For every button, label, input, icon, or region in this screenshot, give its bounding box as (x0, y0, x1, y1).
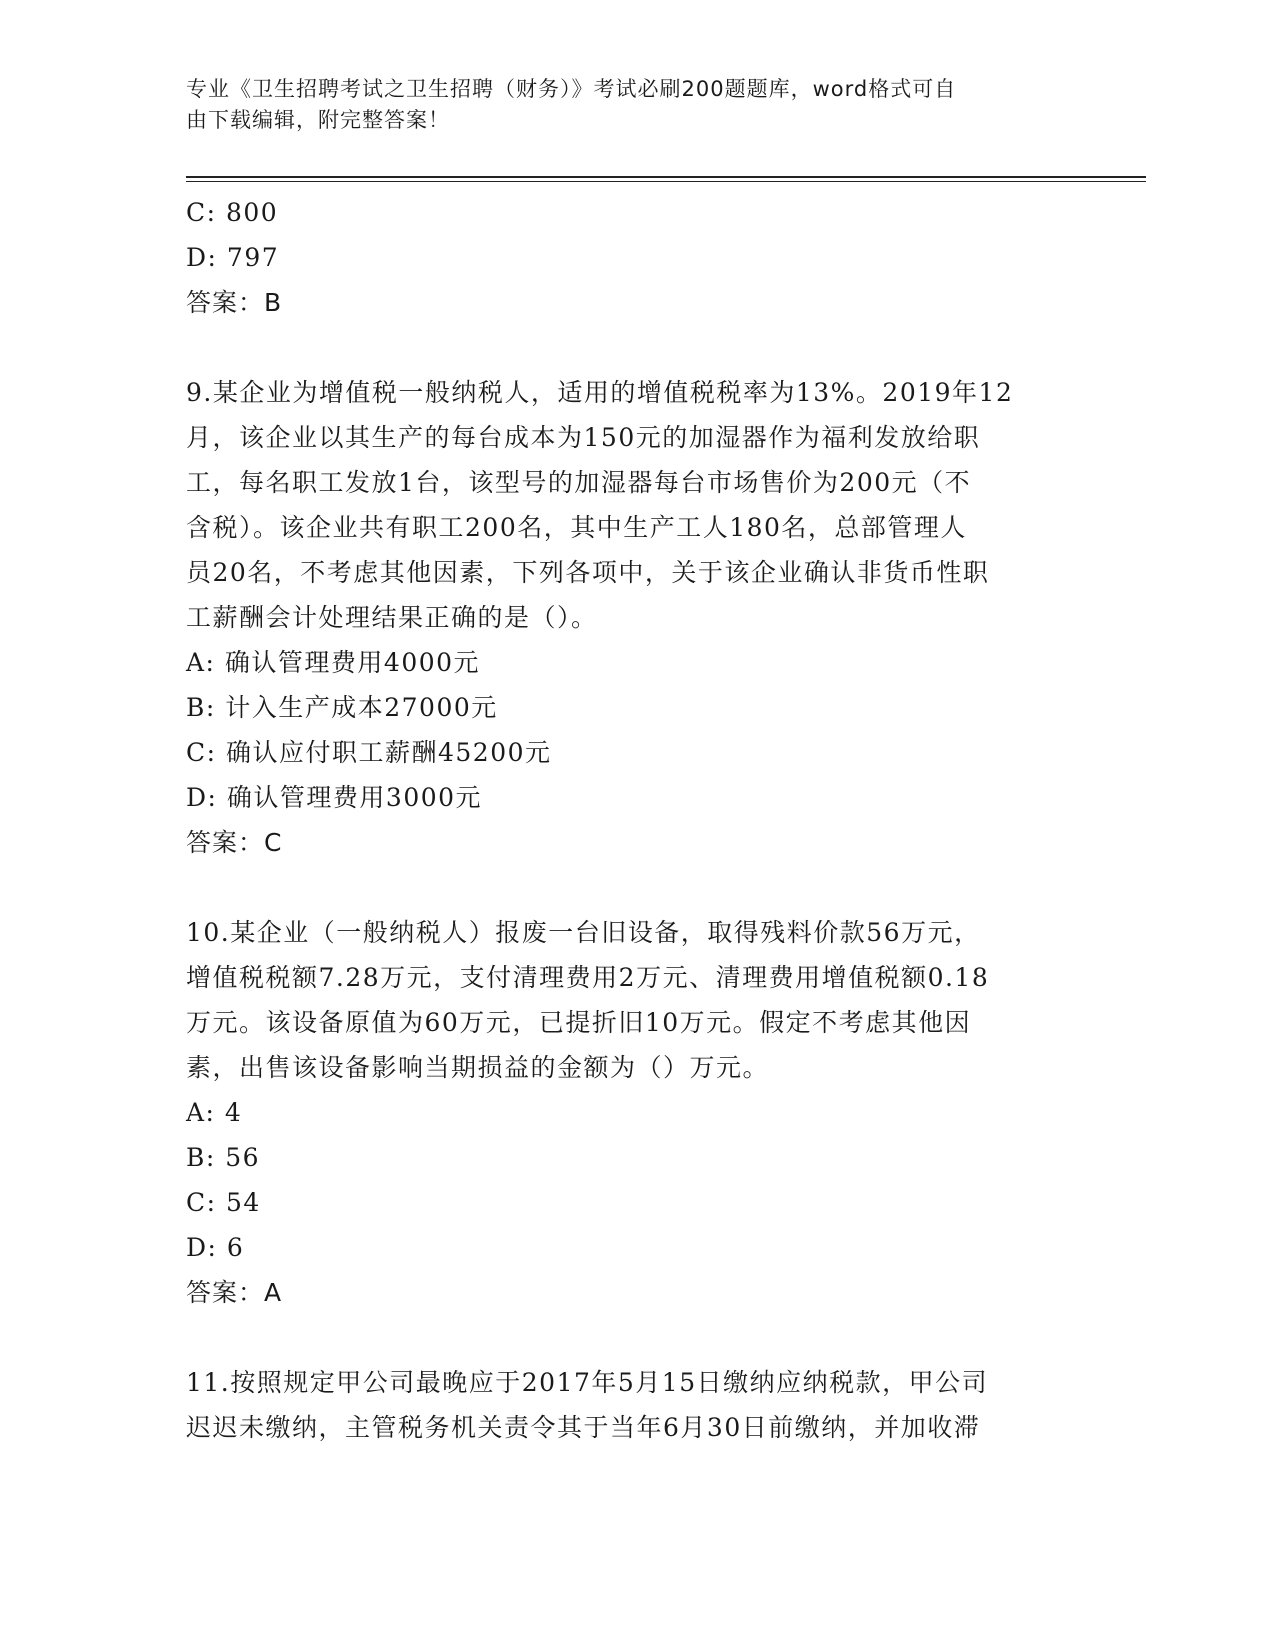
option-a: A: 4 (186, 1098, 243, 1127)
option-c: C: 800 (186, 198, 279, 227)
option-a: A: 确认管理费用4000元 (186, 648, 481, 677)
header-line-2: 由下载编辑，附完整答案！ (186, 108, 450, 132)
answer-line: 答案：A (186, 1278, 283, 1307)
question-text-line: 月，该企业以其生产的每台成本为150元的加湿器作为福利发放给职 (186, 423, 981, 452)
option-d: D: 797 (186, 243, 280, 272)
answer-line: 答案：B (186, 288, 283, 317)
question-11 (186, 1360, 1086, 1450)
option-b: B: 计入生产成本27000元 (186, 693, 498, 722)
question-text-line: 10.某企业（一般纳税人）报废一台旧设备，取得残料价款56万元， (186, 918, 981, 947)
question-10 (186, 910, 1086, 1315)
option-b: B: 56 (186, 1143, 261, 1172)
question-text-line: 员20名，不考虑其他因素，下列各项中，关于该企业确认非货币性职 (186, 558, 990, 587)
header-divider-thin (186, 181, 1146, 182)
page-header (186, 74, 1066, 136)
question-text-line: 工，每名职工发放1台，该型号的加湿器每台市场售价为200元（不 (186, 468, 972, 497)
document-body (186, 190, 1086, 1450)
option-d: D: 确认管理费用3000元 (186, 783, 483, 812)
header-line-1: 专业《卫生招聘考试之卫生招聘（财务）》考试必刷200题题库，word格式可自 (186, 77, 957, 101)
question-text-line: 万元。该设备原值为60万元，已提折旧10万元。假定不考虑其他因 (186, 1008, 972, 1037)
option-c: C: 54 (186, 1188, 261, 1217)
question-text-line: 迟迟未缴纳，主管税务机关责令其于当年6月30日前缴纳，并加收滞 (186, 1413, 981, 1442)
question-text-line: 含税）。该企业共有职工200名，其中生产工人180名，总部管理人 (186, 513, 967, 542)
answer-line: 答案：C (186, 828, 283, 857)
question-9 (186, 370, 1086, 865)
question-text-line: 9.某企业为增值税一般纳税人，适用的增值税税率为13%。2019年12 (186, 378, 1014, 407)
option-c: C: 确认应付职工薪酬45200元 (186, 738, 552, 767)
header-divider (186, 176, 1146, 178)
question-text-line: 工薪酬会计处理结果正确的是（）。 (186, 603, 598, 632)
question-text-line: 增值税税额7.28万元，支付清理费用2万元、清理费用增值税额0.18 (186, 963, 990, 992)
previous-question-tail (186, 190, 1086, 325)
question-text-line: 素，出售该设备影响当期损益的金额为（）万元。 (186, 1053, 770, 1082)
question-text-line: 11.按照规定甲公司最晚应于2017年5月15日缴纳应纳税款，甲公司 (186, 1368, 989, 1397)
option-d: D: 6 (186, 1233, 245, 1262)
